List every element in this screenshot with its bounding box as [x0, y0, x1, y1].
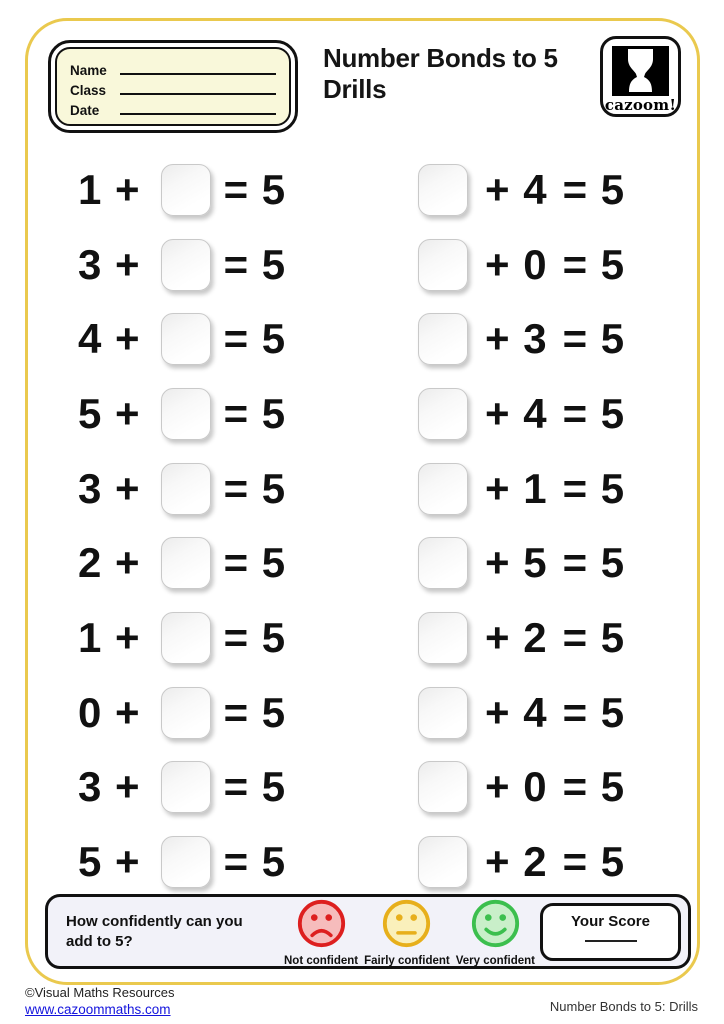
equation-result: = 5: [223, 539, 287, 587]
score-box: [540, 903, 681, 961]
equation-row: [418, 312, 668, 366]
class-row: [70, 78, 276, 98]
equation-addend: 2 +: [78, 539, 141, 587]
answer-box[interactable]: [418, 239, 468, 291]
equation-result: = 5: [223, 240, 287, 288]
answer-box[interactable]: [418, 687, 468, 739]
confidence-option-label: Not confident: [284, 955, 359, 967]
equation-result: = 5: [562, 688, 626, 736]
footer-doc-title: Number Bonds to 5: Drills: [549, 999, 698, 1014]
confidence-question-line2: add to 5?: [66, 932, 133, 950]
equation-row: [78, 462, 328, 516]
sad-face-icon: [296, 898, 347, 954]
equation-addend: 3 +: [78, 763, 141, 811]
problems-right-column: [418, 163, 668, 889]
equation-row: [78, 312, 328, 366]
score-input-line[interactable]: [585, 940, 637, 942]
answer-box[interactable]: [161, 164, 211, 216]
equation-result: = 5: [562, 389, 626, 437]
score-label: Your Score: [571, 912, 650, 930]
answer-box[interactable]: [161, 239, 211, 291]
student-info-box-inner: [55, 47, 291, 126]
confidence-bar: [45, 894, 691, 969]
answer-box[interactable]: [418, 836, 468, 888]
equation-addend: + 0: [485, 240, 548, 288]
page-title-line1: Number Bonds to 5: [323, 43, 558, 73]
equation-result: = 5: [223, 837, 287, 885]
equation-result: = 5: [562, 763, 626, 811]
equation-addend: 5 +: [78, 837, 141, 885]
equation-row: [78, 387, 328, 441]
page-title: [323, 43, 593, 105]
equation-row: [78, 760, 328, 814]
confidence-option-label: Very confident: [455, 955, 535, 967]
equation-result: = 5: [223, 763, 287, 811]
cazoom-logo-text: cazoom!: [604, 96, 677, 114]
answer-box[interactable]: [161, 761, 211, 813]
problems-left-column: [78, 163, 328, 889]
date-row: [70, 98, 276, 118]
name-label: Name: [70, 63, 107, 78]
answer-box[interactable]: [418, 537, 468, 589]
equation-addend: 3 +: [78, 464, 141, 512]
equation-row: [418, 387, 668, 441]
equation-addend: + 2: [485, 837, 548, 885]
djembe-drum-icon: [612, 46, 669, 96]
confidence-option: [456, 896, 535, 967]
equation-row: [78, 835, 328, 889]
equation-addend: 0 +: [78, 688, 141, 736]
equation-row: [78, 238, 328, 292]
equation-row: [418, 611, 668, 665]
equation-row: [78, 163, 328, 217]
equation-addend: + 4: [485, 688, 548, 736]
page-title-line2: Drills: [323, 74, 387, 104]
answer-box[interactable]: [418, 463, 468, 515]
confidence-question: [66, 912, 266, 952]
equation-result: = 5: [562, 240, 626, 288]
answer-box[interactable]: [161, 388, 211, 440]
confidence-option: [364, 896, 450, 967]
equation-addend: + 3: [485, 315, 548, 363]
equation-result: = 5: [562, 837, 626, 885]
equation-row: [418, 760, 668, 814]
equation-addend: 5 +: [78, 389, 141, 437]
answer-box[interactable]: [418, 761, 468, 813]
equation-row: [78, 611, 328, 665]
answer-box[interactable]: [418, 612, 468, 664]
equation-result: = 5: [223, 464, 287, 512]
copyright-text: ©Visual Maths Resources: [25, 985, 175, 1000]
equation-addend: 1 +: [78, 613, 141, 661]
equation-result: = 5: [562, 613, 626, 661]
confidence-question-line1: How confidently can you: [66, 912, 243, 930]
equation-row: [418, 536, 668, 590]
answer-box[interactable]: [161, 463, 211, 515]
class-label: Class: [70, 83, 107, 98]
answer-box[interactable]: [161, 537, 211, 589]
confidence-option-label: Fairly confident: [364, 955, 450, 967]
equation-row: [418, 686, 668, 740]
equation-row: [418, 163, 668, 217]
answer-box[interactable]: [418, 164, 468, 216]
confidence-option: [284, 896, 358, 967]
student-info-box: [48, 40, 298, 133]
equation-addend: + 1: [485, 464, 548, 512]
equation-row: [78, 536, 328, 590]
name-row: [70, 58, 276, 78]
date-label: Date: [70, 103, 100, 118]
equation-result: = 5: [562, 464, 626, 512]
footer-left: [25, 984, 175, 1018]
equation-row: [418, 462, 668, 516]
class-input-line[interactable]: [120, 93, 276, 95]
equation-result: = 5: [223, 315, 287, 363]
answer-box[interactable]: [418, 313, 468, 365]
name-input-line[interactable]: [120, 73, 276, 75]
happy-face-icon: [470, 898, 521, 954]
equation-addend: 1 +: [78, 166, 141, 213]
confidence-options: [284, 896, 535, 967]
equation-addend: + 4: [485, 389, 548, 437]
equation-result: = 5: [562, 539, 626, 587]
equation-row: [78, 686, 328, 740]
answer-box[interactable]: [161, 836, 211, 888]
date-input-line[interactable]: [120, 113, 276, 115]
equation-row: [418, 835, 668, 889]
equation-result: = 5: [223, 688, 287, 736]
equation-result: = 5: [223, 166, 287, 213]
answer-box[interactable]: [161, 687, 211, 739]
equation-addend: + 5: [485, 539, 548, 587]
equation-result: = 5: [223, 389, 287, 437]
answer-box[interactable]: [161, 612, 211, 664]
worksheet-border: [25, 18, 700, 985]
equation-addend: + 0: [485, 763, 548, 811]
neutral-face-icon: [381, 898, 432, 954]
equation-addend: + 2: [485, 613, 548, 661]
equation-addend: 4 +: [78, 315, 141, 363]
equation-row: [418, 238, 668, 292]
website-link[interactable]: www.cazoommaths.com: [25, 1002, 171, 1017]
equation-addend: 3 +: [78, 240, 141, 288]
equation-result: = 5: [223, 613, 287, 661]
answer-box[interactable]: [418, 388, 468, 440]
equation-result: = 5: [562, 166, 626, 213]
cazoom-logo: [600, 36, 681, 117]
equation-result: = 5: [562, 315, 626, 363]
equation-addend: + 4: [485, 166, 548, 213]
answer-box[interactable]: [161, 313, 211, 365]
